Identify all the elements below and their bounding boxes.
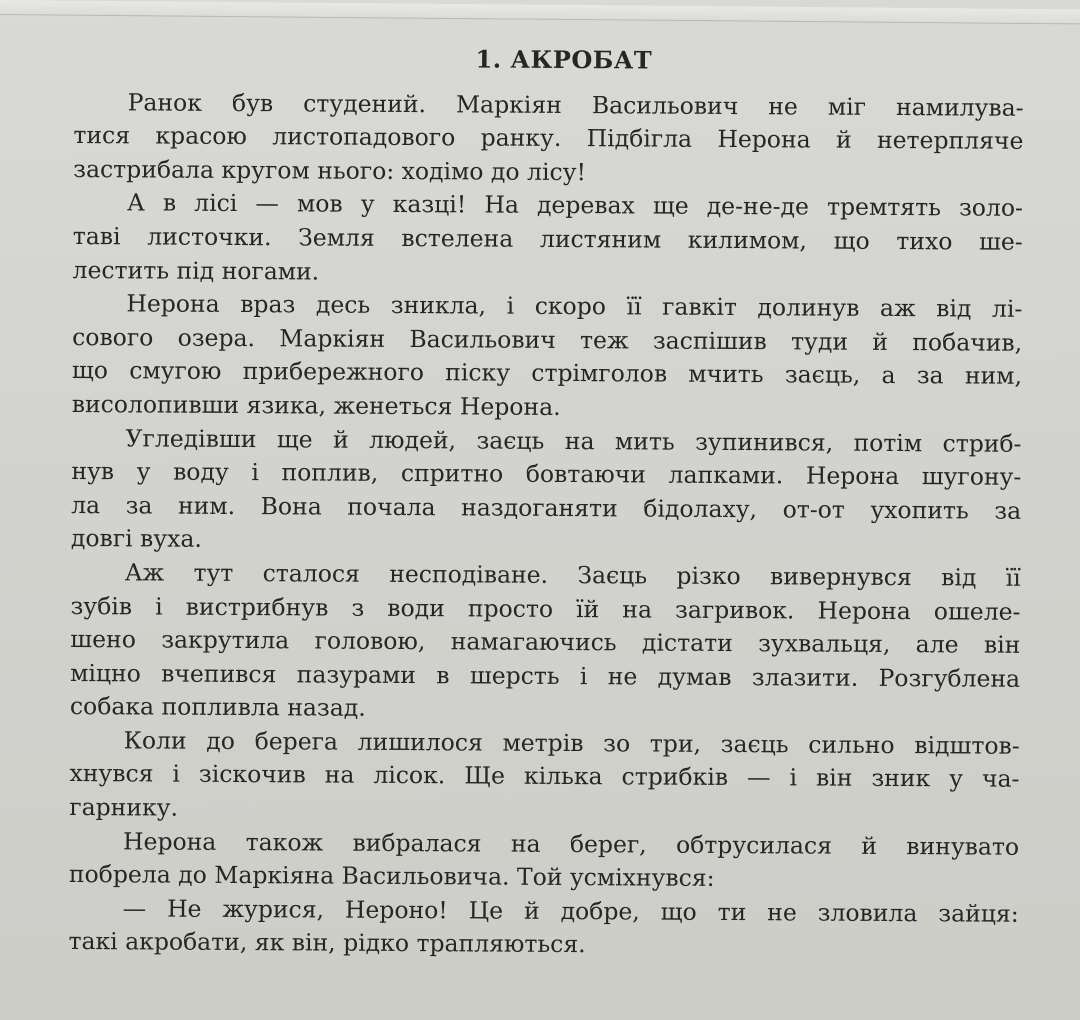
text-line: лестить під ногами. (72, 255, 320, 286)
text-line: тися красою листопадового ранку. Підбігла Нерона й нетерпляче (73, 121, 1024, 155)
story-body (68, 86, 1023, 965)
text-line: побрела до Маркіяна Васильовича. Той усміхнувся: (68, 860, 715, 893)
text-line: Коли до берега лишилося метрів зо три, заєць сильно відштов- (123, 726, 1020, 760)
paragraph (69, 724, 1020, 831)
text-line: висолопивши язика, женеться Нерона. (71, 389, 561, 421)
text-line: міцно вчепився пазурами в шерсть і не думав злазити. Розгублена (70, 658, 1021, 693)
text-line: такі акробати, як він, рідко трапляються. (68, 927, 586, 959)
text-line: Угледівши ще й людей, заєць на мить зупинився, потім стриб- (125, 423, 1022, 458)
text-line: довгі вуха. (70, 524, 202, 554)
text-line: хнувся і зіскочив на лісок. Ще кілька стрибків — і він зник у ча- (69, 759, 1020, 794)
text-block (68, 40, 1024, 965)
text-line: А в лісі — мов у казці! На деревах ще де-не-де тремтять золо- (126, 188, 1024, 223)
text-line: що смугою прибережного піску стрімголов мчить заєць, а за ним, (71, 356, 1023, 391)
paragraph (68, 892, 1018, 965)
text-line: таві листочки. Земля встелена листяним килимом, що тихо ше- (72, 221, 1023, 256)
text-line: застрибала кругом нього: ходімо до лісу! (73, 154, 587, 186)
text-line: зубів і вистрибнув з води просто їй на загривок. Нерона ошеле- (70, 591, 1021, 626)
text-line: шено закрутила головою, намагаючись дістати зухвальця, але він (70, 625, 1021, 659)
paragraph (69, 825, 1019, 898)
text-line: Нерона також вибралася на берег, обтрусилася й винувато (123, 826, 1020, 861)
text-line: сового озера. Маркіян Васильович теж заспішив туди й побачив, (72, 322, 1023, 357)
text-line: Ранок був студений. Маркіян Васильович не міг намилува- (127, 87, 1024, 122)
text-line: гарнику. (69, 793, 179, 822)
story-title: 1. АКРОБАТ (475, 44, 653, 75)
paragraph (72, 186, 1023, 293)
text-line: — Не журися, Нероно! Це й добре, що ти не зловила зайця: (122, 894, 1019, 928)
paragraph (70, 556, 1021, 730)
text-line: Нерона враз десь зникла, і скоро її гавкіт долинув аж від лі- (126, 289, 1023, 323)
paragraph (73, 86, 1024, 193)
paragraph (71, 422, 1022, 562)
page-edge (0, 0, 1080, 24)
paragraph (72, 287, 1023, 427)
text-line: ла за ним. Вона почала наздоганяти бідолаху, от-от ухопить за (71, 490, 1022, 525)
text-line: собака попливла назад. (69, 692, 366, 723)
text-line: Аж тут сталося несподіване. Заєць різко вивернувся від її (124, 558, 1021, 592)
text-line: нув у воду і поплив, спритно бовтаючи лапками. Нерона шугону- (71, 457, 1022, 491)
